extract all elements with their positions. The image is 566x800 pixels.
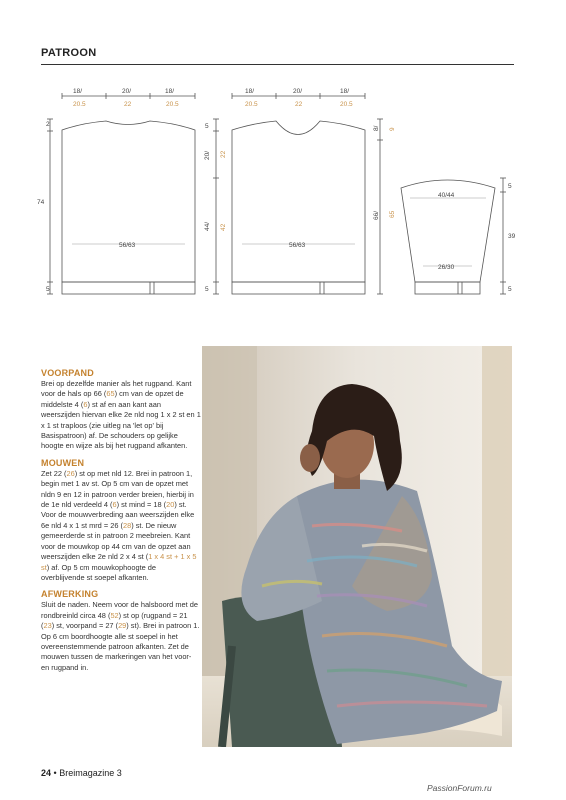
front-body-height-alt: 42 bbox=[220, 223, 227, 231]
sleeve-bottom-width: 26/30 bbox=[438, 264, 455, 271]
sleeve-length: 39 bbox=[508, 233, 516, 240]
back-width-3-alt: 20.5 bbox=[166, 101, 179, 108]
watermark: PassionForum.ru bbox=[427, 783, 492, 793]
front-width-3-alt: 20.5 bbox=[340, 101, 353, 108]
model-photo bbox=[202, 346, 512, 747]
back-panel-diagram bbox=[47, 93, 195, 294]
sleeve-top-width: 40/44 bbox=[438, 192, 455, 199]
section-heading-afwerking: AFWERKING bbox=[41, 589, 99, 600]
front-body-height: 44/ bbox=[204, 221, 211, 231]
back-width-1: 18/ bbox=[73, 88, 83, 95]
section-heading-voorpand: VOORPAND bbox=[41, 368, 94, 378]
footer-separator: • bbox=[53, 768, 57, 778]
front-width-3: 18/ bbox=[340, 88, 350, 95]
front-rib-height: 5 bbox=[205, 286, 209, 293]
front-neck-position-alt: 65 bbox=[389, 210, 396, 218]
front-armhole-height: 20/ bbox=[204, 150, 211, 160]
back-width-2: 20/ bbox=[122, 88, 132, 95]
section-text-voorpand: Brei op dezelfde manier als het rugpand. Kant voor de hals op 66 (65) cm van de opzet de middelste 4 (6) st af en aan kant aan weerszijden hiervan elke 2e nld nog 1 x 2 st en 1 x 1 st traploos (zie uitleg na 'let op' bij Basispatroon) af. De schouders op gelijke hoogte en wijze als bij het rugpand afkanten. bbox=[41, 379, 201, 451]
back-bottom-width: 56/63 bbox=[119, 242, 136, 249]
front-neck-depth: 8/ bbox=[373, 125, 380, 131]
back-neck-height: 2 bbox=[46, 121, 50, 128]
back-total-height: 74 bbox=[37, 199, 45, 206]
front-armhole-height-alt: 22 bbox=[220, 150, 227, 158]
front-panel-diagram bbox=[213, 93, 383, 294]
front-top-height: 5 bbox=[205, 123, 209, 130]
front-width-1-alt: 20.5 bbox=[245, 101, 258, 108]
page-section-title: PATROON bbox=[41, 47, 97, 59]
section-text-afwerking: Sluit de naden. Neem voor de halsboord met de rondbreinld circa 48 (52) st op (rugpand = 21 (23) st, voorpand = 27 (29) st). Brei in patroon 1. Op 6 cm boordhoogte alle st soepel in het overeenstemmende patroon afkanten. Zet de mouwen tussen de markeringen van het voor- en rugpand in. bbox=[41, 600, 200, 672]
magazine-name: Breimagazine 3 bbox=[59, 768, 122, 778]
schematic-diagrams bbox=[0, 0, 566, 340]
front-width-2: 20/ bbox=[293, 88, 303, 95]
front-width-1: 18/ bbox=[245, 88, 255, 95]
back-rib-height: 5 bbox=[46, 286, 50, 293]
front-neck-depth-alt: 9 bbox=[389, 127, 396, 131]
section-heading-mouwen: MOUWEN bbox=[41, 457, 85, 468]
sleeve-cap-height: 5 bbox=[508, 183, 512, 190]
section-text-mouwen: Zet 22 (26) st op met nld 12. Brei in patroon 1, begin met 1 av st. Op 5 cm van de opzet met nldn 9 en 12 in patroon verder breien, hierbij in de 1e nld verdeeld 4 (6) st mind = 18 (20) st. Voor de mouwverbreding aan weerszijden elke 6e nld 4 x 1 st mrd = 26 (28) st. De nieuw gemeerderde st in patroon 2 meebreien. Kant voor de mouwkop op 44 cm van de opzet aan weerszijden elke 2e nld 2 x 4 st (1 x 4 st + 1 x 5 st) af. Op 5 cm mouwkophoogte de overblijvende st soepel afkanten. bbox=[41, 468, 197, 582]
page-footer bbox=[41, 768, 122, 778]
front-neck-position: 66/ bbox=[373, 210, 380, 220]
front-bottom-width: 56/63 bbox=[289, 242, 306, 249]
page-number: 24 bbox=[41, 768, 52, 778]
back-width-2-alt: 22 bbox=[124, 101, 132, 108]
front-width-2-alt: 22 bbox=[295, 101, 303, 108]
back-width-1-alt: 20.5 bbox=[73, 101, 86, 108]
back-width-3: 18/ bbox=[165, 88, 175, 95]
sleeve-rib-height: 5 bbox=[508, 286, 512, 293]
instructions-column bbox=[41, 367, 201, 678]
